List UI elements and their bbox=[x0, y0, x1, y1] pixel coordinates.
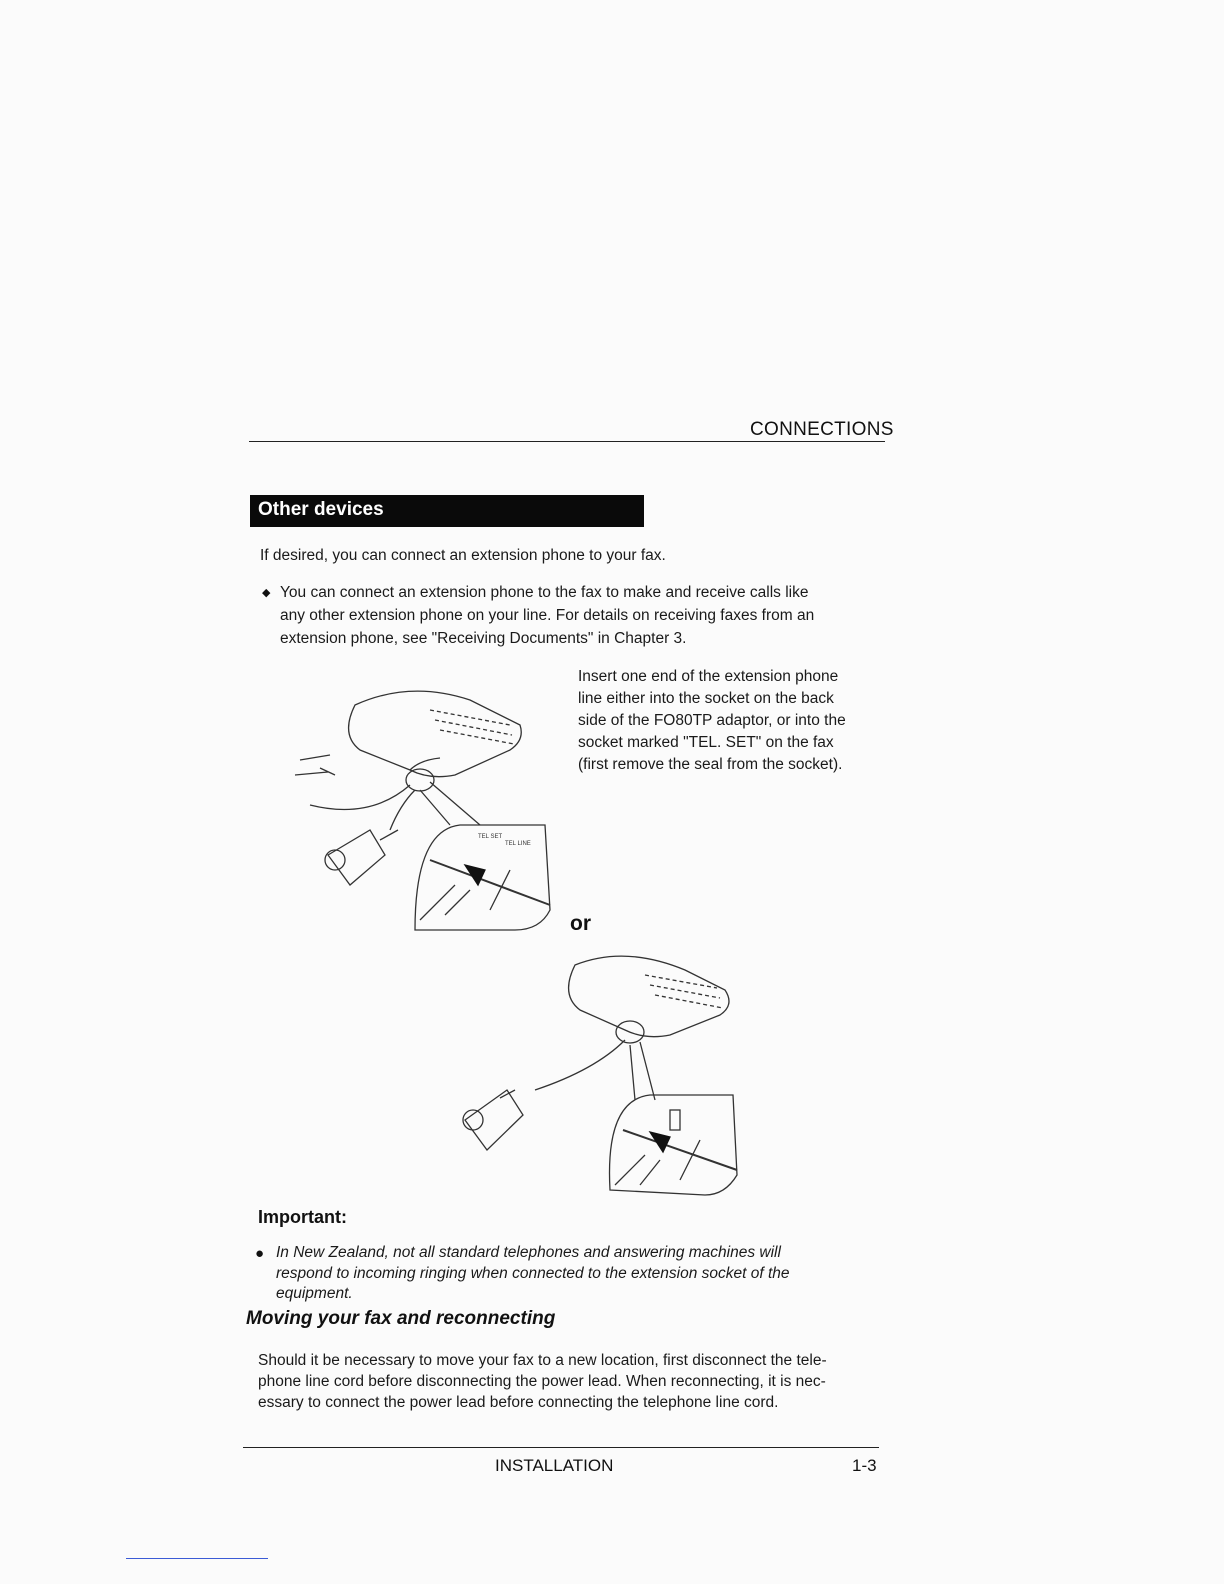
bullet-text-line-2: any other extension phone on your line. For details on receiving faxes from an bbox=[280, 607, 815, 624]
section-title: Other devices bbox=[258, 499, 384, 520]
section-title-bar bbox=[250, 495, 644, 527]
bullet-text-line-1: You can connect an extension phone to the fax to make and receive calls like bbox=[280, 584, 809, 601]
header-rule bbox=[249, 441, 885, 442]
instruction-line-3: side of the FO80TP adaptor, or into the bbox=[578, 712, 846, 729]
instruction-line-1: Insert one end of the extension phone bbox=[578, 668, 839, 685]
instruction-line-4: socket marked "TEL. SET" on the fax bbox=[578, 734, 834, 751]
diamond-bullet-icon: ◆ bbox=[262, 587, 271, 599]
moving-line-3: essary to connect the power lead before connecting the telephone line cord. bbox=[258, 1394, 779, 1411]
moving-line-2: phone line cord before disconnecting the power lead. When reconnecting, it is nec- bbox=[258, 1373, 826, 1390]
important-heading: Important: bbox=[258, 1207, 347, 1227]
important-line-2: respond to incoming ringing when connected to the extension socket of the bbox=[276, 1265, 790, 1282]
or-label: or bbox=[570, 912, 591, 935]
running-header: CONNECTIONS bbox=[750, 419, 894, 440]
tel-line-label: TEL LINE bbox=[505, 841, 531, 847]
fax-extension-illustration-1 bbox=[280, 680, 570, 940]
footer-rule bbox=[243, 1447, 879, 1448]
instruction-line-5: (first remove the seal from the socket). bbox=[578, 756, 843, 773]
intro-paragraph: If desired, you can connect an extension phone to your fax. bbox=[260, 547, 666, 564]
moving-line-1: Should it be necessary to move your fax to a new location, first disconnect the tele- bbox=[258, 1352, 827, 1369]
important-line-1: In New Zealand, not all standard telephones and answering machines will bbox=[276, 1244, 781, 1261]
instruction-line-2: line either into the socket on the back bbox=[578, 690, 834, 707]
important-line-3: equipment. bbox=[276, 1285, 353, 1302]
bottom-blue-line bbox=[126, 1558, 268, 1559]
fax-extension-illustration-2 bbox=[455, 950, 745, 1200]
page-number: 1-3 bbox=[852, 1456, 877, 1475]
footer-chapter: INSTALLATION bbox=[495, 1456, 614, 1475]
bullet-text-line-3: extension phone, see "Receiving Documents" in Chapter 3. bbox=[280, 630, 687, 647]
moving-heading: Moving your fax and reconnecting bbox=[246, 1308, 556, 1329]
dot-bullet-icon: ● bbox=[255, 1245, 265, 1262]
tel-set-label: TEL SET bbox=[478, 834, 503, 840]
